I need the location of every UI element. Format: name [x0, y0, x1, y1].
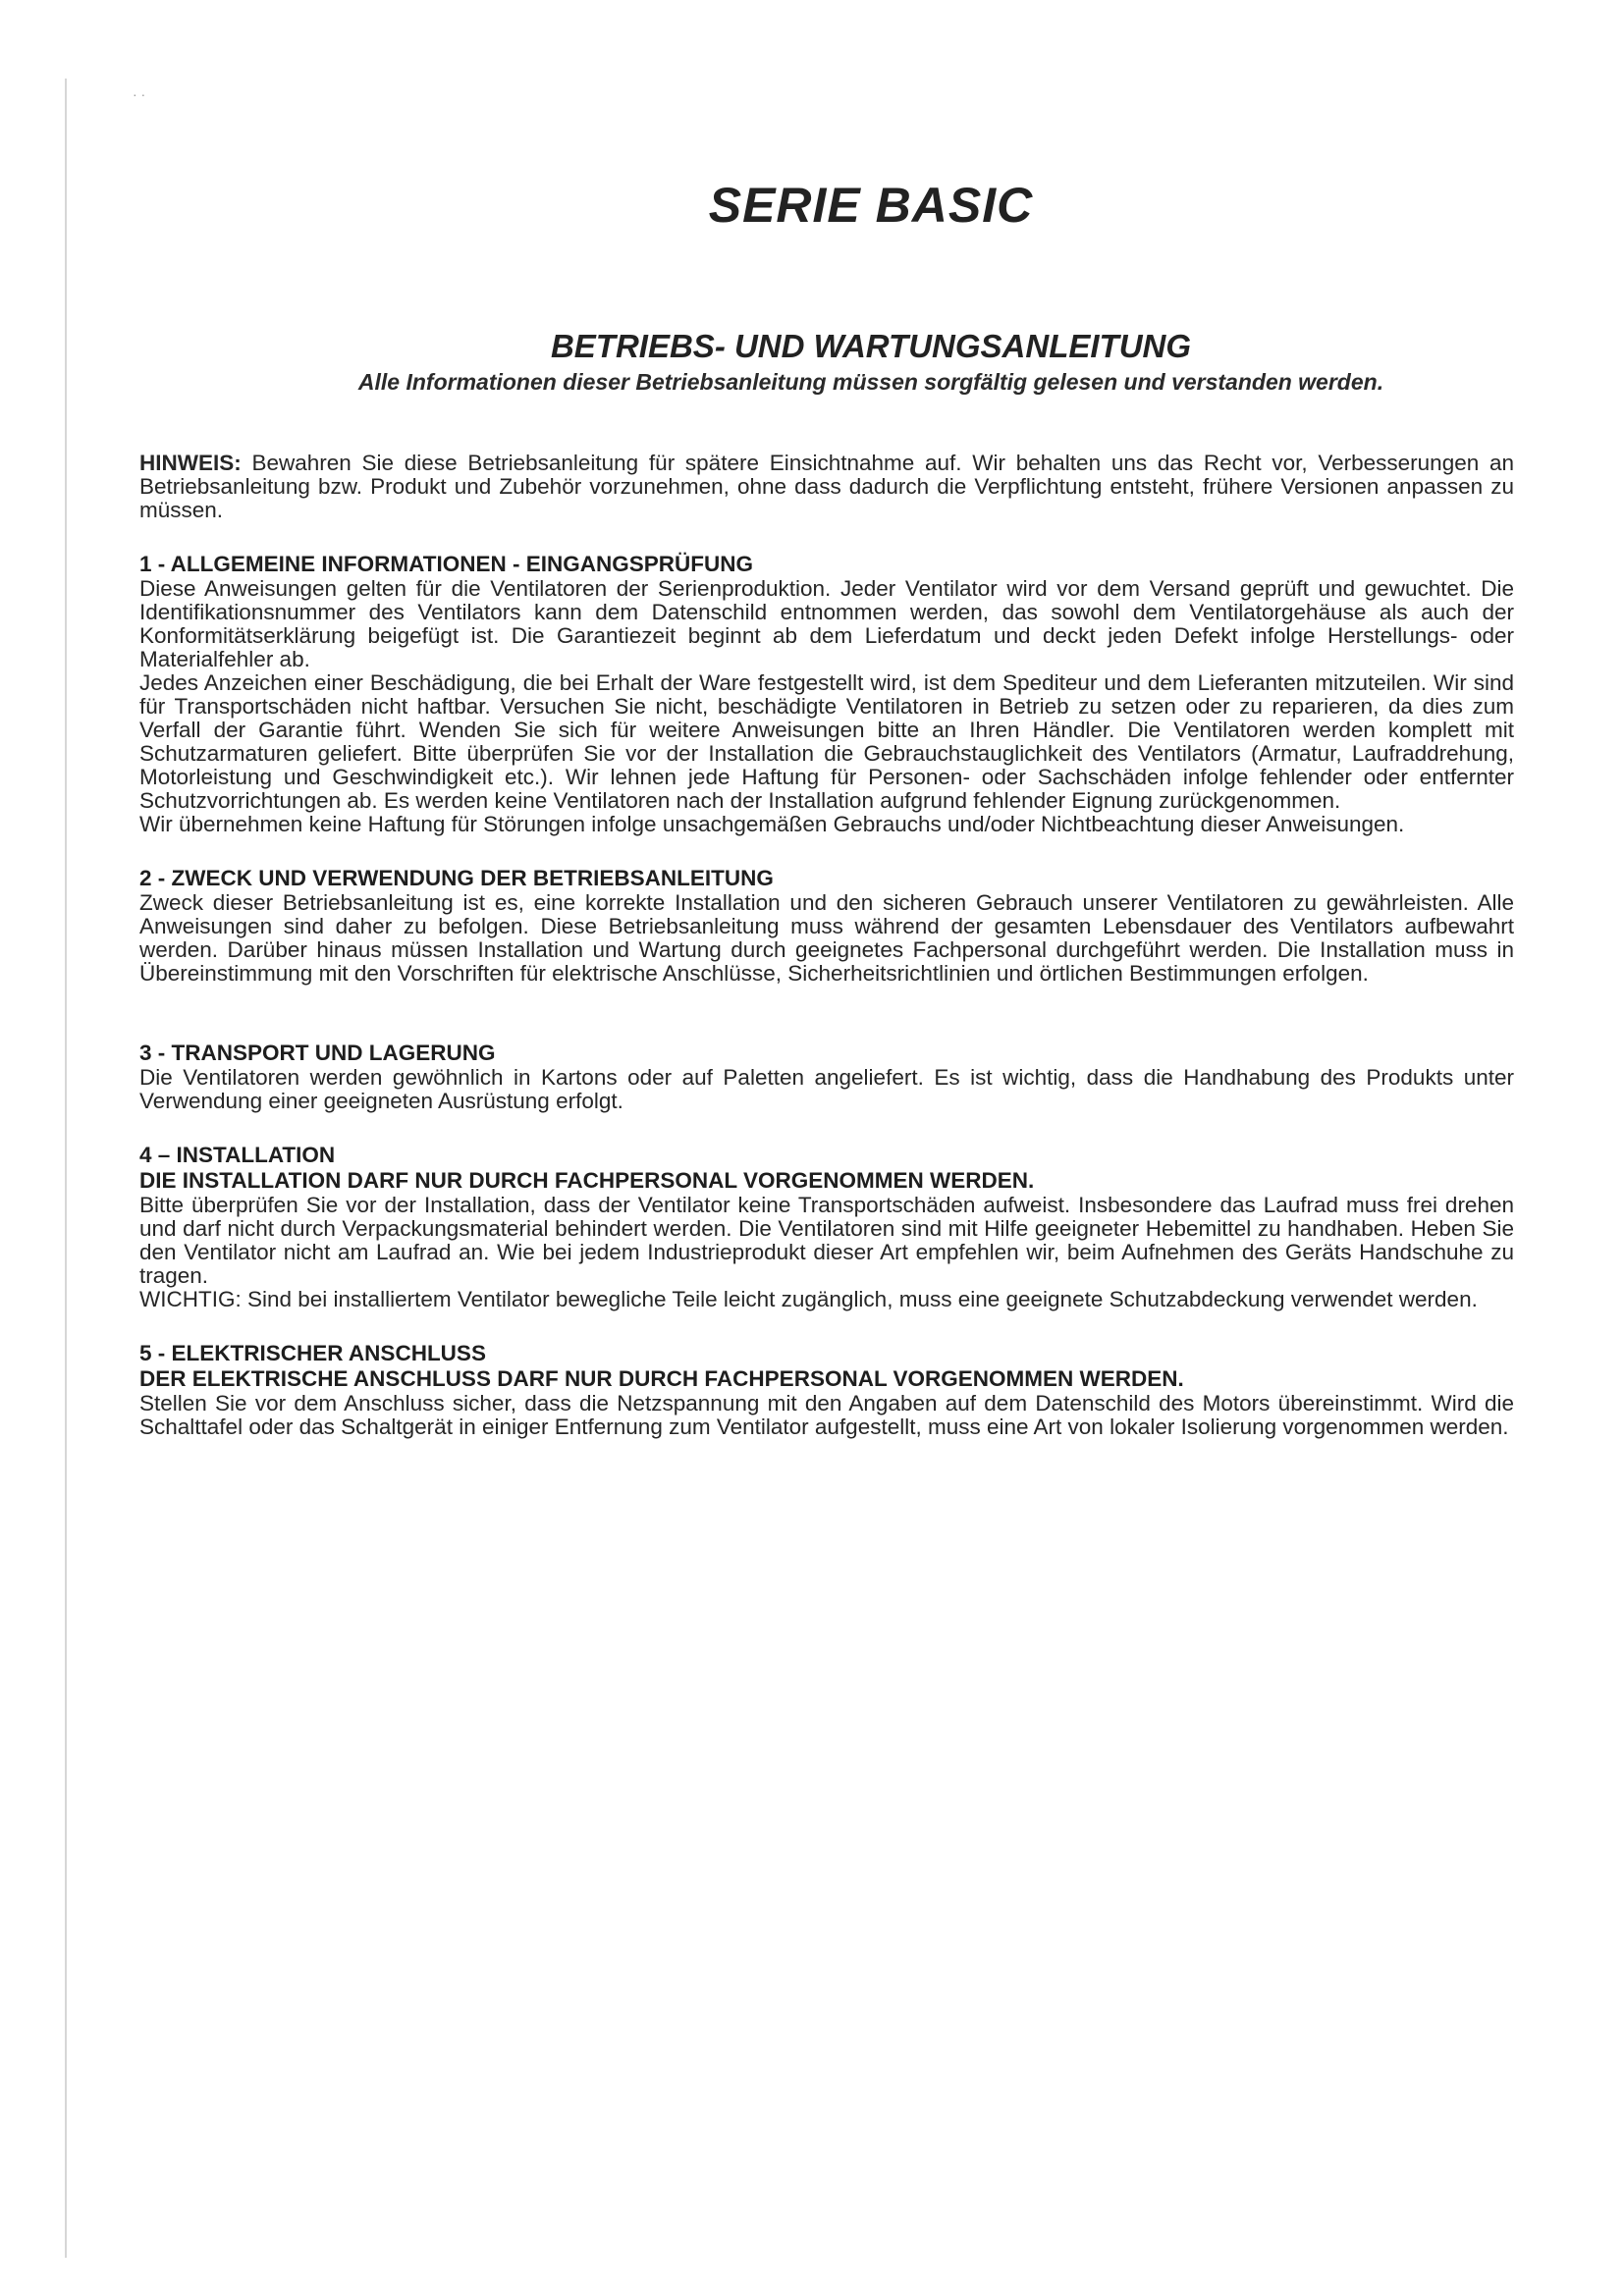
document-title: SERIE BASIC — [708, 178, 1034, 233]
section-subheading: DIE INSTALLATION DARF NUR DURCH FACHPERSONAL VORGENOMMEN WERDEN. — [139, 1168, 1035, 1193]
section-paragraph: Jedes Anzeichen einer Beschädigung, die bei Erhalt der Ware festgestellt wird, ist dem Spediteur und dem Lieferanten mitzuteilen. Wir sind für Transportschäden nicht haftbar. Versuchen Sie nicht, beschädigte Ventilatoren in Betrieb zu setzen oder zu reparieren, da dies zum Verfall der Garantie führt. Wenden Sie sich für weitere Anweisungen bitte an Ihren Händler. Die Ventilatoren werden komplett mit Schutzarmaturen geliefert. Bitte überprüfen Sie vor der Installation die Gebrauchstauglichkeit des Ventilators (Armatur, Laufraddrehung, Motorleistung und Geschwindigkeit etc.). Wir lehnen jede Haftung für Personen- oder Sachschäden infolge fehlender oder entfernter Schutzvorrichtungen ab. Es werden keine Ventilatoren nach der Installation aufgrund fehlender Eignung zurückgenommen. — [139, 670, 1514, 813]
notice-lead: HINWEIS: — [139, 451, 242, 475]
notice-paragraph — [139, 452, 1514, 522]
scan-edge-shadow — [65, 79, 67, 2258]
notice-text: Bewahren Sie diese Betriebsanleitung für spätere Einsichtnahme auf. Wir behalten uns das Recht vor, Verbesserungen an Betriebsanleitung bzw. Produkt und Zubehör vorzunehmen, ohne dass dadurch die Verpflichtung entsteht, frühere Versionen anpassen zu müssen. — [139, 451, 1514, 522]
document-body — [139, 452, 1514, 1439]
section-paragraph: Stellen Sie vor dem Anschluss sicher, dass die Netzspannung mit den Angaben auf dem Datenschild des Motors übereinstimmt. Wird die Schalttafel oder das Schaltgerät in einiger Entfernung zum Ventilator aufgestellt, muss eine Art von lokaler Isolierung vorgenommen werden. — [139, 1391, 1514, 1439]
section-purpose — [139, 866, 1514, 986]
section-subheading: DER ELEKTRISCHE ANSCHLUSS DARF NUR DURCH FACHPERSONAL VORGENOMMEN WERDEN. — [139, 1366, 1184, 1391]
section-heading: 4 – INSTALLATION — [139, 1143, 336, 1167]
document-tagline: Alle Informationen dieser Betriebsanleitung müssen sorgfältig gelesen und verstanden werden. — [357, 369, 1384, 395]
section-installation — [139, 1143, 1514, 1311]
section-paragraph: Die Ventilatoren werden gewöhnlich in Kartons oder auf Paletten angeliefert. Es ist wichtig, dass die Handhabung des Produkts unter Verwendung einer geeigneten Ausrüstung erfolgt. — [139, 1065, 1514, 1113]
section-heading: 1 - ALLGEMEINE INFORMATIONEN - EINGANGSPRÜFUNG — [139, 552, 754, 576]
section-paragraph: Wir übernehmen keine Haftung für Störungen infolge unsachgemäßen Gebrauchs und/oder Nichtbeachtung dieser Anweisungen. — [139, 812, 1405, 836]
scan-speck: · · — [133, 86, 146, 102]
section-paragraph: WICHTIG: Sind bei installiertem Ventilator bewegliche Teile leicht zugänglich, muss eine geeignete Schutzabdeckung verwendet werden. — [139, 1287, 1478, 1311]
section-heading: 3 - TRANSPORT UND LAGERUNG — [139, 1041, 496, 1065]
document-subtitle: BETRIEBS- UND WARTUNGSANLEITUNG — [550, 328, 1192, 364]
section-paragraph: Diese Anweisungen gelten für die Ventilatoren der Serienproduktion. Jeder Ventilator wird vor dem Versand geprüft und gewuchtet. Die Identifikationsnummer des Ventilators kann dem Datenschild entnommen werden, das sowohl dem Ventilatorgehäuse als auch der Konformitätserklärung beigefügt ist. Die Garantiezeit beginnt ab dem Lieferdatum und deckt jeden Defekt infolge Herstellungs- oder Materialfehler ab. — [139, 576, 1514, 671]
section-electrical-connection — [139, 1341, 1514, 1439]
section-heading: 5 - ELEKTRISCHER ANSCHLUSS — [139, 1341, 486, 1365]
section-general-information — [139, 552, 1514, 836]
section-heading: 2 - ZWECK UND VERWENDUNG DER BETRIEBSANLEITUNG — [139, 866, 774, 890]
section-transport — [139, 1041, 1514, 1113]
section-paragraph: Bitte überprüfen Sie vor der Installation, dass der Ventilator keine Transportschäden aufweist. Insbesondere das Laufrad muss frei drehen und darf nicht durch Verpackungsmaterial behindert werden. Die Ventilatoren sind mit Hilfe geeigneter Hebemittel zu handhaben. Heben Sie den Ventilator nicht am Laufrad an. Wie bei jedem Industrieprodukt dieser Art empfehlen wir, beim Aufnehmen des Geräts Handschuhe zu tragen. — [139, 1193, 1514, 1288]
section-paragraph: Zweck dieser Betriebsanleitung ist es, eine korrekte Installation und den sicheren Gebrauch unserer Ventilatoren zu gewährleisten. Alle Anweisungen sind daher zu befolgen. Diese Betriebsanleitung muss während der gesamten Lebensdauer des Ventilators aufbewahrt werden. Darüber hinaus müssen Installation und Wartung durch geeignetes Fachpersonal durchgeführt werden. Die Installation muss in Übereinstimmung mit den Vorschriften für elektrische Anschlüsse, Sicherheitsrichtlinien und örtlichen Bestimmungen erfolgen. — [139, 890, 1514, 986]
